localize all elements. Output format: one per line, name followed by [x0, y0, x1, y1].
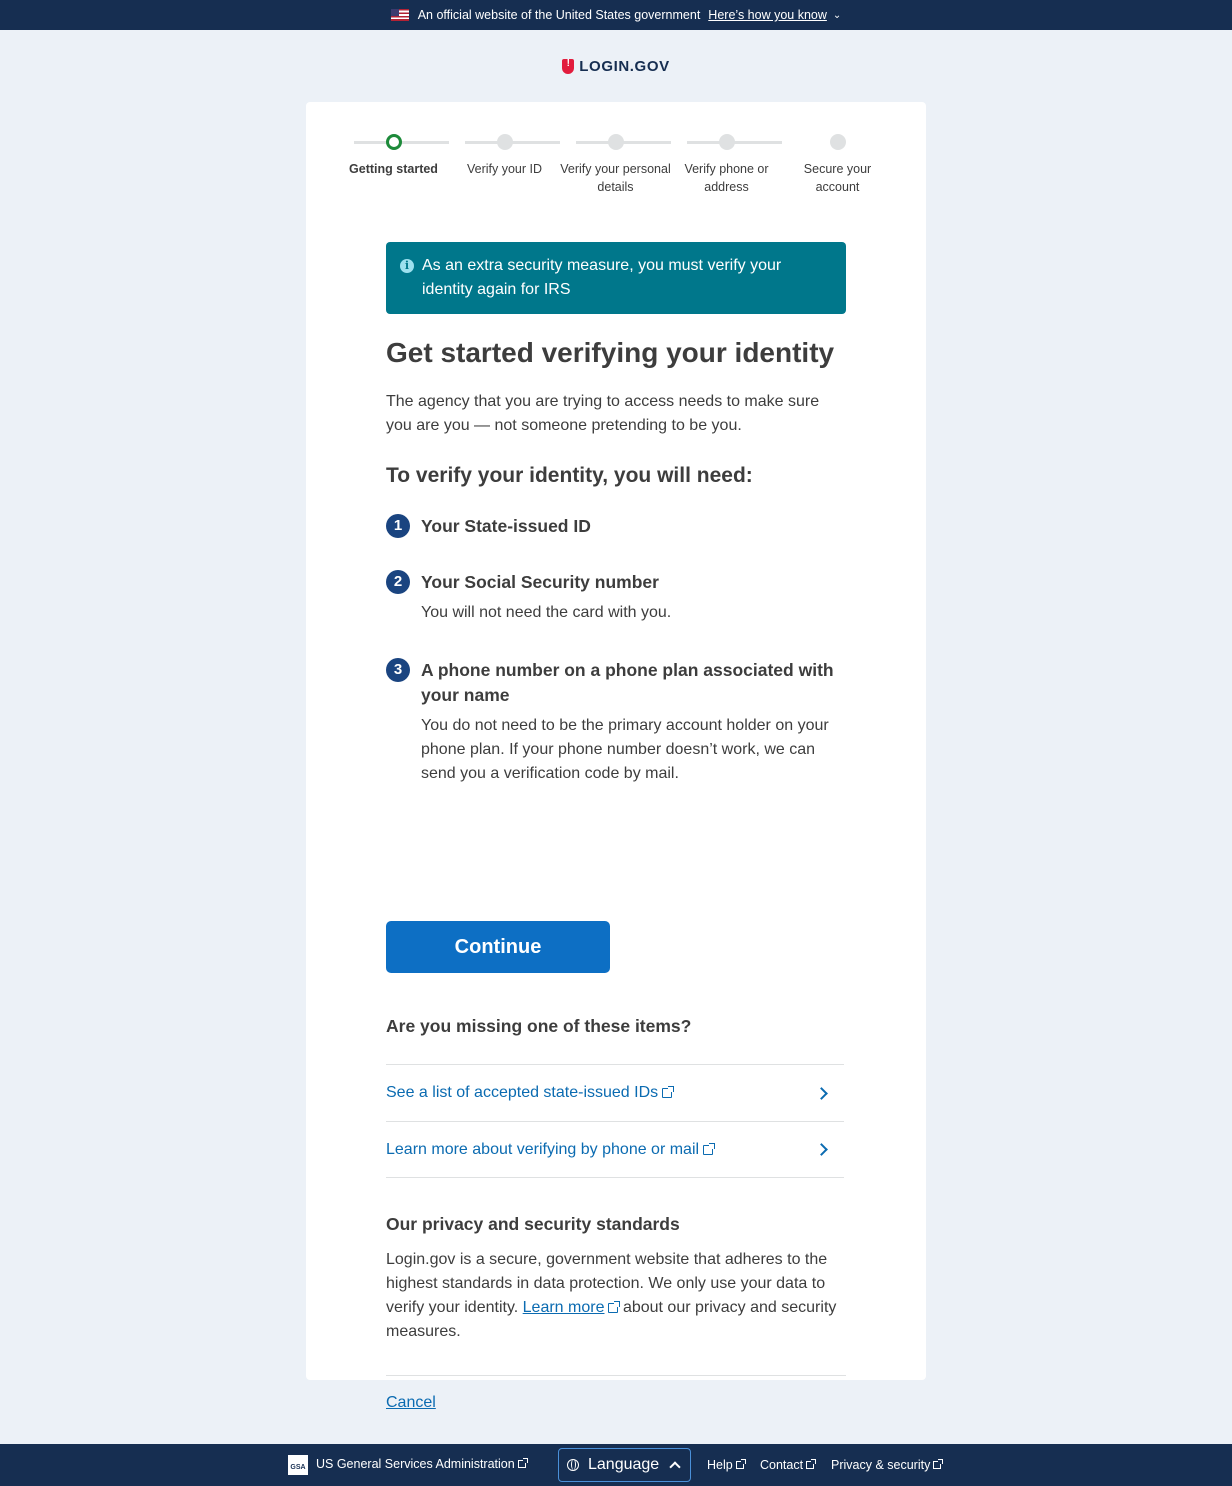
- step-number-badge: 2: [386, 570, 410, 594]
- requirement-title: A phone number on a phone plan associated with your name: [421, 660, 834, 705]
- external-link-icon: [608, 1303, 618, 1313]
- chevron-right-icon: [815, 1143, 828, 1156]
- logo-text: LOGIN.GOV: [579, 58, 670, 75]
- shield-icon: [562, 59, 574, 74]
- accepted-ids-link[interactable]: [386, 1064, 844, 1121]
- chevron-right-icon: [815, 1087, 828, 1100]
- gov-banner: [0, 0, 1232, 30]
- external-link-icon: [933, 1461, 941, 1469]
- privacy-heading: Our privacy and security standards: [386, 1214, 680, 1234]
- requirement-title: Your State-issued ID: [421, 516, 591, 536]
- lead-text: The agency that you are trying to access needs to make sure you are you — not someone pretending to be you.: [386, 393, 820, 434]
- step-dot: [830, 134, 846, 150]
- chevron-up-icon: [670, 1461, 681, 1472]
- step-label-phone-address: Verify phone or address: [684, 162, 769, 194]
- step-indicator: [338, 134, 893, 204]
- step-label-getting-started: Getting started: [349, 162, 438, 176]
- requirements-heading: To verify your identity, you will need:: [386, 464, 753, 487]
- privacy-learn-more-link[interactable]: [523, 1299, 605, 1316]
- login-gov-logo[interactable]: [0, 58, 1232, 75]
- divider: [386, 1375, 846, 1376]
- page-title: Get started verifying your identity: [386, 337, 835, 368]
- external-link-icon: [806, 1461, 814, 1469]
- continue-button[interactable]: Continue: [386, 921, 610, 973]
- step-dot: [497, 134, 513, 150]
- privacy-text-before: Login.gov is a secure, government website that adheres to the highest standards in data protection. We only use your data to verify your identity.: [386, 1251, 828, 1316]
- us-flag-icon: [391, 9, 409, 21]
- requirement-item-ssn: [386, 570, 846, 625]
- language-button[interactable]: [558, 1448, 691, 1482]
- requirement-description: You will not need the card with you.: [421, 604, 672, 621]
- globe-icon: [567, 1459, 579, 1471]
- step-label-personal-details: Verify your personal details: [560, 162, 671, 194]
- main-card: [306, 102, 926, 1411]
- cancel-link[interactable]: Cancel: [386, 1394, 436, 1411]
- external-link-icon: [736, 1461, 744, 1469]
- external-link-icon: [662, 1088, 672, 1098]
- step-dot: [719, 134, 735, 150]
- step-label-verify-id: Verify your ID: [466, 162, 543, 176]
- how-you-know-toggle[interactable]: Here’s how you know: [708, 8, 827, 22]
- privacy-security-link-text: Privacy & security: [831, 1458, 931, 1472]
- external-link-icon: [703, 1145, 713, 1155]
- privacy-security-link[interactable]: [831, 1458, 941, 1472]
- content: [386, 242, 846, 1411]
- step-dot-current: [386, 134, 402, 150]
- official-website-text: An official website of the United States government: [417, 8, 701, 22]
- gsa-logo-icon: GSA: [288, 1455, 308, 1475]
- info-alert: [386, 242, 846, 314]
- requirement-title: Your Social Security number: [421, 572, 659, 592]
- privacy-text-after: about our privacy and security measures.: [386, 1299, 837, 1340]
- contact-link[interactable]: [760, 1458, 814, 1472]
- step-dot: [608, 134, 624, 150]
- privacy-body: [386, 1248, 848, 1344]
- contact-link-text: Contact: [760, 1458, 804, 1472]
- alert-text: As an extra security measure, you must verify your identity again for IRS: [422, 257, 782, 298]
- chevron-down-icon: ⌄: [832, 9, 842, 21]
- phone-mail-link[interactable]: [386, 1121, 844, 1178]
- requirement-item-phone: [386, 658, 846, 786]
- footer: [0, 1444, 1232, 1486]
- privacy-learn-more-text: Learn more: [522, 1299, 605, 1316]
- phone-mail-link-text: Learn more about verifying by phone or mail: [386, 1140, 700, 1158]
- accepted-ids-link-text: See a list of accepted state-issued IDs: [386, 1084, 659, 1101]
- step-number-badge: 3: [386, 658, 410, 682]
- info-icon: i: [400, 259, 414, 273]
- external-link-icon: [518, 1460, 526, 1468]
- language-label: Language: [588, 1456, 660, 1473]
- step-label-secure-account: Secure your account: [803, 162, 872, 194]
- gsa-link-text: US General Services Administration: [316, 1457, 515, 1471]
- missing-items-heading: Are you missing one of these items?: [386, 1016, 692, 1036]
- help-link[interactable]: [707, 1458, 744, 1472]
- requirement-description: You do not need to be the primary account holder on your phone plan. If your phone number doesn’t work, we can send you a verification code by mail.: [421, 717, 829, 782]
- requirement-item-id: [386, 514, 846, 539]
- step-number-badge: 1: [386, 514, 410, 538]
- gsa-link[interactable]: [316, 1457, 526, 1471]
- help-link-text: Help: [707, 1458, 733, 1472]
